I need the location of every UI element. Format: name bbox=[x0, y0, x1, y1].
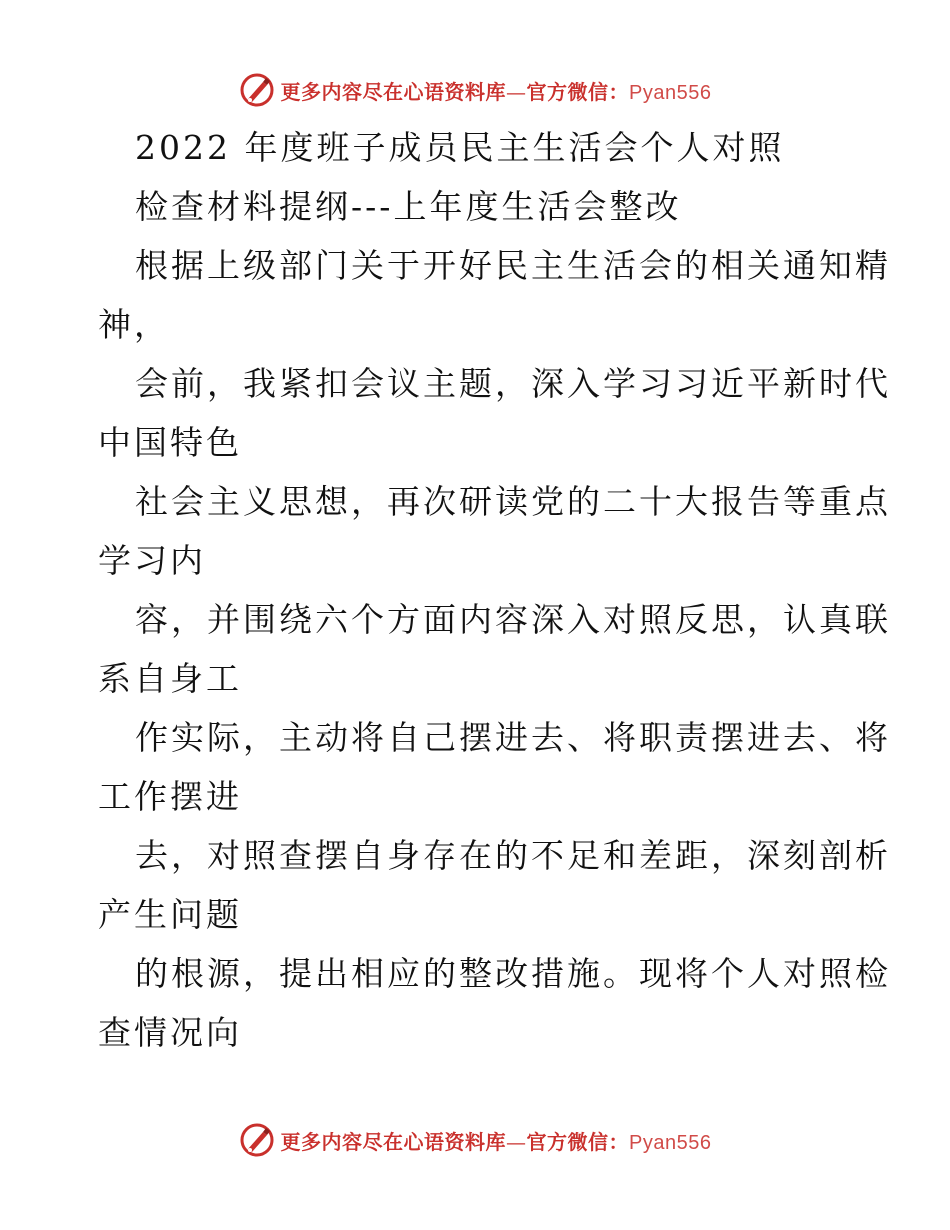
text-line: 2022 年度班子成员民主生活会个人对照 bbox=[135, 128, 785, 167]
text-line: 社会主义思想，再次研读党的二十大报告等重点 bbox=[135, 482, 891, 521]
text-line: 会前，我紧扣会议主题，深入学习习近平新时代 bbox=[135, 364, 891, 403]
text-line: 系自身工 bbox=[98, 659, 242, 698]
text-line: 去，对照查摆自身存在的不足和差距，深刻剖析 bbox=[135, 836, 891, 875]
text-line: 检查材料提纲---上年度生活会整改 bbox=[135, 187, 682, 226]
pen-logo-icon bbox=[239, 72, 275, 108]
watermark-text: 更多内容尽在心语资料库—官方微信：Pyan556 bbox=[280, 79, 712, 104]
text-line: 中国特色 bbox=[98, 423, 242, 462]
text-line: 查情况向 bbox=[98, 1013, 242, 1052]
text-line: 学习内 bbox=[98, 541, 206, 580]
watermark bbox=[239, 72, 712, 108]
text-line: 工作摆进 bbox=[98, 777, 242, 816]
document-body bbox=[98, 118, 891, 1062]
text-line: 作实际，主动将自己摆进去、将职责摆进去、将 bbox=[135, 718, 891, 757]
text-line: 的根源，提出相应的整改措施。现将个人对照检 bbox=[135, 954, 891, 993]
text-line: 根据上级部门关于开好民主生活会的相关通知精 bbox=[135, 246, 891, 285]
text-line: 容，并围绕六个方面内容深入对照反思，认真联 bbox=[135, 600, 891, 639]
watermark-text: 更多内容尽在心语资料库—官方微信：Pyan556 bbox=[280, 1129, 712, 1154]
pen-logo-icon bbox=[239, 1122, 275, 1158]
footer-watermark bbox=[0, 1120, 950, 1160]
watermark bbox=[239, 1122, 712, 1158]
text-line: 产生问题 bbox=[98, 895, 242, 934]
text-line: 神， bbox=[98, 305, 170, 344]
header-watermark bbox=[0, 70, 950, 110]
